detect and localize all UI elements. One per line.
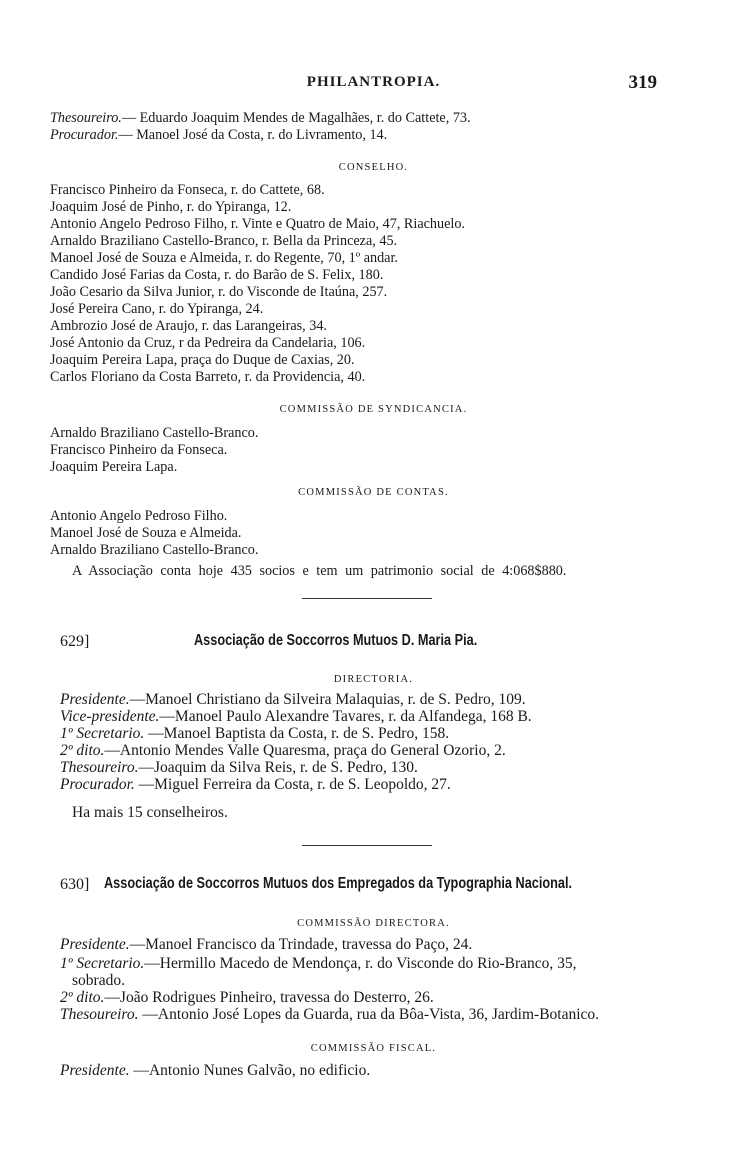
list-item: Arnaldo Braziliano Castello-Branco.: [50, 425, 259, 441]
officer-line-continued: sobrado.: [72, 972, 125, 989]
entry-title: Associação de Soccorros Mutuos D. Maria Pia.: [194, 632, 478, 649]
list-item: Candido José Farias da Costa, r. do Barão de S. Felix, 180.: [50, 267, 384, 283]
officer-line: [60, 692, 700, 708]
list-item: Carlos Floriano da Costa Barreto, r. da Providencia, 40.: [50, 369, 366, 385]
officer-role: Thesoureiro.: [60, 759, 139, 776]
officer-line: [60, 726, 700, 742]
page-header: [0, 72, 747, 96]
association-note: A Associação conta hoje 435 socios e tem um patrimonio social de 4:068$880.: [72, 563, 567, 579]
officer-role: Vice-presidente.: [60, 708, 160, 725]
officer-line: [50, 110, 690, 126]
list-item: Francisco Pinheiro da Fonseca, r. do Cattete, 68.: [50, 182, 325, 198]
list-item: Antonio Angelo Pedroso Filho.: [50, 508, 228, 524]
officer-text: —Manoel Paulo Alexandre Tavares, r. da Alfandega, 168 B.: [159, 708, 532, 725]
officer-role: Presidente.: [60, 936, 130, 953]
list-item: Arnaldo Braziliano Castello-Branco.: [50, 542, 259, 558]
section-title-conselho: CONSELHO.: [338, 162, 409, 173]
officer-role: 2º dito.: [60, 742, 105, 759]
officer-line: [60, 777, 700, 793]
list-item: José Antonio da Cruz, r da Pedreira da Candelaria, 106.: [50, 335, 366, 351]
list-item: Arnaldo Braziliano Castello-Branco, r. Bella da Princeza, 45.: [50, 233, 398, 249]
divider: [302, 598, 432, 599]
officer-text: —Antonio Nunes Galvão, no edificio.: [129, 1062, 371, 1079]
officer-text: —Manoel Christiano da Silveira Malaquias, r. de S. Pedro, 109.: [129, 691, 526, 708]
officer-line: [60, 956, 700, 972]
entry-number: 630]: [60, 876, 90, 893]
list-item: Ambrozio José de Araujo, r. das Larangeiras, 34.: [50, 318, 327, 334]
page-number: 319: [628, 72, 657, 93]
officer-text: —Antonio Mendes Valle Quaresma, praça do General Ozorio, 2.: [104, 742, 506, 759]
officer-role: Thesoureiro.: [60, 1006, 139, 1023]
officer-role: 2º dito.: [60, 989, 105, 1006]
section-title-directora: COMMISSÃO DIRECTORA.: [297, 918, 450, 929]
officer-text: —Antonio José Lopes da Guarda, rua da Bôa-Vista, 36, Jardim-Botanico.: [138, 1006, 600, 1023]
officer-line: [60, 709, 700, 725]
officer-role: Presidente.: [60, 691, 130, 708]
officer-text: —João Rodrigues Pinheiro, travessa do Desterro, 26.: [104, 989, 434, 1006]
officer-role: 1º Secretario.: [60, 955, 145, 972]
list-item: Joaquim Pereira Lapa.: [50, 459, 178, 475]
officer-role: Thesoureiro.: [50, 110, 122, 126]
officer-line: [60, 990, 700, 1006]
officer-text: —Hermillo Macedo de Mendonça, r. do Visconde do Rio-Branco, 35,: [144, 955, 577, 972]
officer-role: Procurador.: [60, 776, 135, 793]
section-title-contas: COMMISSÃO DE CONTAS.: [298, 487, 449, 498]
officer-text: — Eduardo Joaquim Mendes de Magalhães, r. do Cattete, 73.: [121, 110, 471, 126]
officer-line: [60, 1007, 700, 1023]
officer-role: Presidente.: [60, 1062, 130, 1079]
list-item: Joaquim José de Pinho, r. do Ypiranga, 12.: [50, 199, 292, 215]
list-item: Antonio Angelo Pedroso Filho, r. Vinte e Quatro de Maio, 47, Riachuelo.: [50, 216, 466, 232]
entry-title: Associação de Soccorros Mutuos dos Empregados da Typographia Nacional.: [104, 875, 573, 892]
officer-text: —Manoel Baptista da Costa, r. de S. Pedro, 158.: [144, 725, 450, 742]
officer-line: [60, 760, 700, 776]
list-item: José Pereira Cano, r. do Ypiranga, 24.: [50, 301, 264, 317]
officer-role: 1º Secretario.: [60, 725, 145, 742]
entry-number: 629]: [60, 633, 90, 650]
list-item: Francisco Pinheiro da Fonseca.: [50, 442, 228, 458]
list-item: Manoel José de Souza e Almeida, r. do Regente, 70, 1º andar.: [50, 250, 398, 266]
list-item: Joaquim Pereira Lapa, praça do Duque de Caxias, 20.: [50, 352, 355, 368]
list-item: João Cesario da Silva Junior, r. do Visconde de Itaúna, 257.: [50, 284, 388, 300]
officer-line: [60, 1063, 700, 1079]
divider: [302, 845, 432, 846]
officer-line: [50, 127, 690, 143]
officer-role: Procurador.: [50, 127, 119, 143]
list-item: Manoel José de Souza e Almeida.: [50, 525, 242, 541]
officer-text: —Miguel Ferreira da Costa, r. de S. Leopoldo, 27.: [134, 776, 451, 793]
officer-line: [60, 743, 700, 759]
running-title: PHILANTROPIA.: [306, 74, 441, 90]
officer-line: [60, 937, 700, 953]
officer-text: —Manoel Francisco da Trindade, travessa do Paço, 24.: [129, 936, 473, 953]
officer-text: —Joaquim da Silva Reis, r. de S. Pedro, 130.: [138, 759, 418, 776]
section-title-directoria: DIRECTORIA.: [333, 674, 414, 685]
section-title-fiscal: COMMISSÃO FISCAL.: [310, 1043, 437, 1054]
officer-text: — Manoel José da Costa, r. do Livramento, 14.: [118, 127, 388, 143]
section-title-syndicancia: COMMISSÃO DE SYNDICANCIA.: [279, 404, 468, 415]
entry-note: Ha mais 15 conselheiros.: [72, 804, 228, 821]
